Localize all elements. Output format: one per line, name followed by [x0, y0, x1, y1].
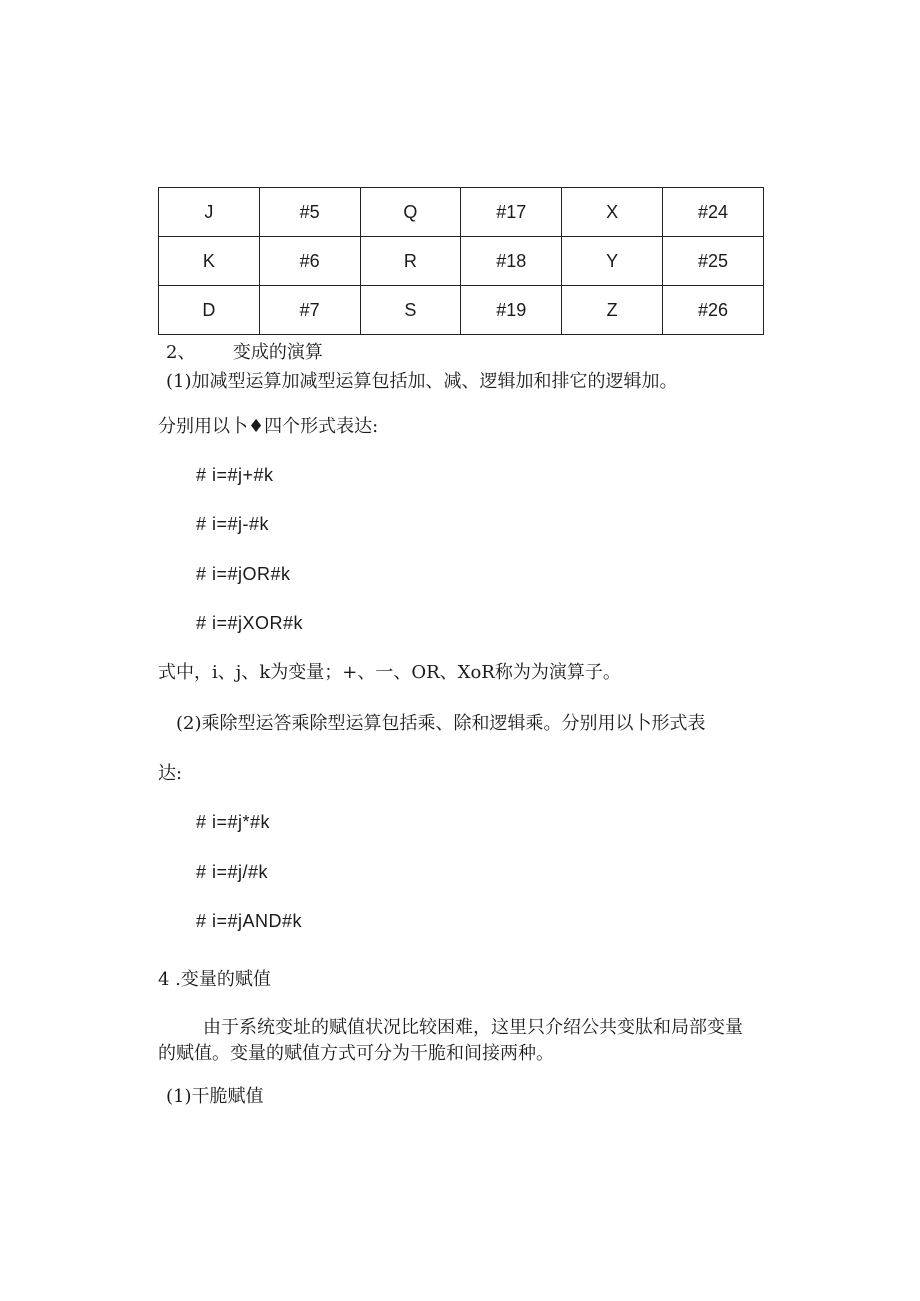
code-line: # i=#jXOR#k	[196, 613, 304, 633]
table-cell: #18	[461, 237, 562, 286]
code-line: # i=#j-#k	[196, 514, 270, 534]
table-cell: #17	[461, 188, 562, 237]
table-cell: R	[360, 237, 461, 286]
table-cell: #24	[662, 188, 763, 237]
table-cell: #25	[662, 237, 763, 286]
table-cell: J	[159, 188, 260, 237]
table-cell: Y	[562, 237, 663, 286]
code-line: # i=#j/#k	[196, 862, 269, 882]
code-line: # i=#j+#k	[196, 465, 274, 485]
variable-table	[158, 187, 764, 335]
section-number: 2、	[166, 342, 196, 363]
paragraph: (1)加减型运算加减型运算包括加、减、逻辑加和排它的逻辑加。	[166, 371, 678, 392]
table-cell: #26	[662, 286, 763, 335]
paragraph: 由于系统变址的赋值状况比较困难，这里只介绍公共变肽和局部变量	[203, 1017, 743, 1038]
table-cell: #19	[461, 286, 562, 335]
paragraph: 的赋值。变量的赋值方式可分为干脆和间接两种。	[158, 1043, 554, 1064]
table-cell: D	[159, 286, 260, 335]
table-cell: Z	[562, 286, 663, 335]
code-line: # i=#jOR#k	[196, 564, 291, 584]
table-cell: #6	[259, 237, 360, 286]
subheading: (1)干脆赋值	[166, 1086, 264, 1107]
table-row	[159, 237, 764, 286]
table-row	[159, 188, 764, 237]
table-row	[159, 286, 764, 335]
paragraph: 式中，i、j、k为变量；+、一、OR、XoR称为为演算子。	[158, 662, 621, 683]
table-cell: X	[562, 188, 663, 237]
table-cell: Q	[360, 188, 461, 237]
paragraph: (2)乘除型运答乘除型运算包括乘、除和逻辑乘。分别用以卜形式表	[176, 713, 706, 734]
section-heading: 4 .变量的赋值	[158, 969, 271, 990]
table-cell: K	[159, 237, 260, 286]
table-cell: #5	[259, 188, 360, 237]
section-heading	[166, 341, 323, 365]
paragraph: 分别用以卜♦四个形式表达:	[158, 416, 379, 437]
table-cell: #7	[259, 286, 360, 335]
code-line: # i=#jAND#k	[196, 911, 303, 931]
section-title: 变成的演算	[232, 342, 323, 363]
paragraph: 达:	[158, 763, 183, 784]
table-cell: S	[360, 286, 461, 335]
code-line: # i=#j*#k	[196, 812, 271, 832]
